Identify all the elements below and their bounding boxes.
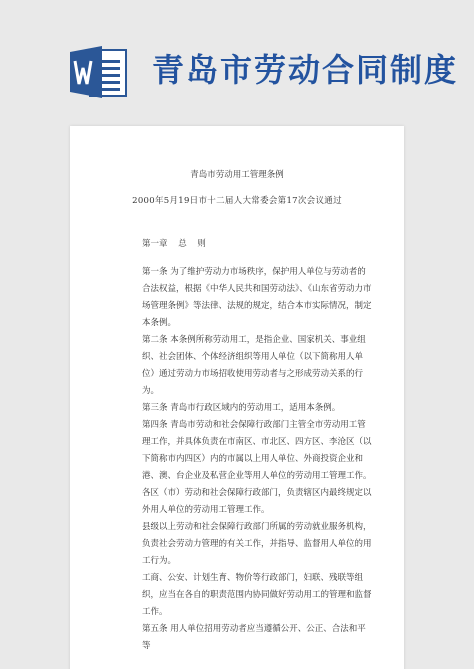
paragraph: 县级以上劳动和社会保障行政部门所属的劳动就业服务机构，负责社会劳动力管理的有关工作，并指导、监督用人单位的用工行为。	[142, 522, 372, 566]
banner-title: 青岛市劳动合同制度	[152, 51, 459, 89]
banner	[0, 0, 474, 102]
paragraph: 各区（市）劳动和社会保障行政部门，负责辖区内最终规定以外用人单位的劳动用工管理工作。	[142, 488, 372, 515]
paragraph: 第三条 青岛市行政区域内的劳动用工，适用本条例。	[142, 403, 341, 413]
document-subtitle: 2000年5月19日市十二届人大常委会第17次会议通过	[132, 196, 342, 206]
paragraph: 第四条 青岛市劳动和社会保障行政部门主管全市劳动用工管理工作，并具体负责在市南区、市北区、四方区、李沧区（以下简称市内四区）内的市属以上用人单位、外商投资企业和港、澳、台企业及私营企业等用人单位的劳动用工管理工作。	[142, 420, 372, 481]
document-page	[70, 126, 404, 669]
word-document-icon	[70, 44, 128, 100]
document-body	[142, 264, 374, 655]
document-title: 青岛市劳动用工管理条例	[190, 170, 284, 180]
chapter-heading: 第一章 总 则	[142, 239, 206, 249]
paragraph: 第一条 为了维护劳动力市场秩序，保护用人单位与劳动者的合法权益，根据《中华人民共和国劳动法》、《山东省劳动力市场管理条例》等法律、法规的规定，结合本市实际情况，制定本条例。	[142, 267, 372, 328]
paragraph: 工商、公安、计划生育、物价等行政部门，妇联、残联等组织，应当在各自的职责范围内协同做好劳动用工的管理和监督工作。	[142, 573, 372, 617]
paragraph: 第二条 本条例所称劳动用工，是指企业、国家机关、事业组织、社会团体、个体经济组织等用人单位（以下简称用人单位）通过劳动力市场招收使用劳动者与之形成劳动关系的行为。	[142, 335, 366, 396]
paragraph: 第五条 用人单位招用劳动者应当遵循公开、公正、合法和平等	[142, 624, 366, 651]
